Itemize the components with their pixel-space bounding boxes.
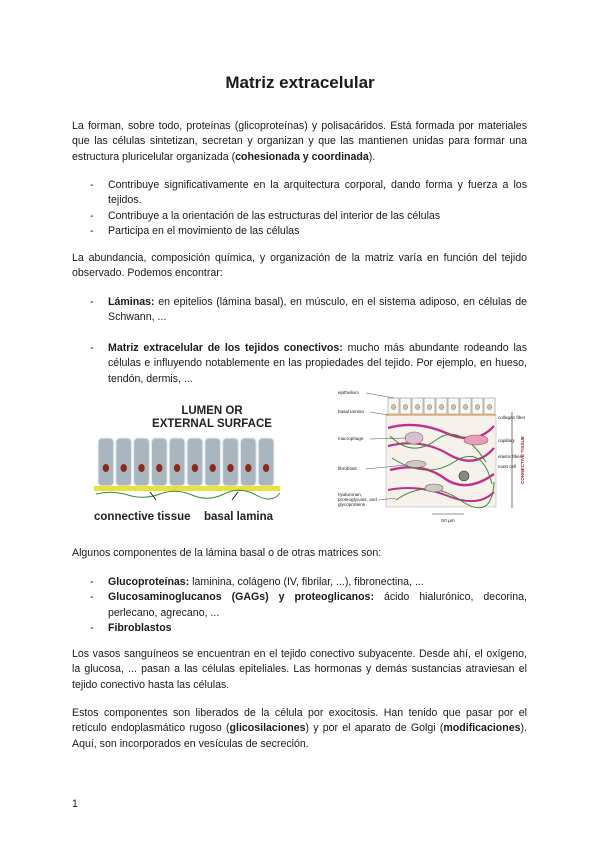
item-bold: Matriz extracelular de los tejidos conectivos: [108, 341, 343, 354]
page-number: 1 [72, 798, 78, 810]
epithelial-cell [134, 438, 150, 486]
basal-lamina-band [94, 486, 280, 491]
epithelial-cell [205, 438, 221, 486]
macrophage [405, 432, 423, 444]
cell-nucleus [263, 464, 269, 472]
pointer-line [232, 492, 238, 500]
item-text: laminina, colágeno (IV, fibrilar, ...), fibronectina, ... [189, 576, 424, 588]
abundance-paragraph: La abundancia, composición química, y organización de la matriz varía en función del tejido observado. Podemos encontrar: [72, 252, 527, 280]
intro-text-end: ). [368, 150, 376, 163]
fibroblast [406, 461, 426, 468]
cell-nucleus [138, 464, 144, 472]
item-text: en epitelios (lámina basal), en músculo, en el sistema adiposo, en células de Schwann, ... [108, 296, 527, 324]
secretion-text: ). Aquí, son incorporados en vesículas de secreción. [72, 722, 527, 750]
label-fibroblast: fibroblast [338, 466, 357, 471]
cell-nucleus [210, 464, 216, 472]
list-item [72, 295, 527, 326]
epithelial-cell [98, 438, 114, 486]
intro-paragraph [72, 119, 527, 165]
connective-fiber [96, 490, 280, 499]
label-basal-lamina: basal lamina [338, 409, 364, 414]
types-list [72, 295, 527, 387]
label-macrophage: macrophage [338, 436, 364, 441]
list-item [72, 341, 527, 387]
vessels-paragraph: Los vasos sanguíneos se encuentran en el tejido conectivo subyacente. Desde ahí, el oxígeno, la glucosa, ... pasan a las células epiteliales. Las hormonas y demás sustancias atraviesan el tejido conectivo hasta las células. [72, 648, 527, 691]
cell-nucleus [427, 404, 431, 409]
label-connective-tissue: connective tissue [94, 511, 191, 523]
epithelial-cell [240, 438, 256, 486]
list-item [72, 621, 527, 636]
list-item [72, 590, 527, 621]
epithelial-cell [151, 438, 167, 486]
connective-tissue-diagram [336, 388, 532, 525]
figure-top-label-1: LUMEN OR [181, 405, 243, 417]
epithelial-cell [169, 438, 185, 486]
cell-nucleus [227, 464, 233, 472]
item-bold: Láminas: [108, 296, 155, 308]
cell-nucleus [174, 464, 180, 472]
list-item: - Participa en el movimiento de las células [72, 224, 527, 239]
cell-nucleus [439, 404, 443, 409]
left-labels [338, 390, 377, 507]
epithelial-cells [98, 438, 274, 486]
label-glycoproteins: glycoproteins [338, 502, 366, 507]
label-capillary: capillary [498, 438, 515, 443]
epithelium-cells [388, 398, 495, 414]
epithelial-cell [258, 438, 274, 486]
epithelium-figure [92, 396, 282, 526]
list-item: - Contribuye significativamente en la arquitectura corporal, dando forma y fuerza a los tejidos. [72, 178, 527, 209]
secretion-bold: modificaciones [443, 722, 521, 735]
item-bold: Fibroblastos [108, 622, 172, 635]
label-elastic-fiber: elastic fiber [498, 454, 522, 459]
page-title: Matriz extracelular [225, 73, 375, 92]
epithelium-diagram [92, 396, 282, 526]
cell-nucleus [463, 404, 467, 409]
intro-bold: cohesionada y coordinada [235, 150, 369, 163]
connective-tissue-figure [336, 388, 532, 525]
side-label-connective-tissue: CONNECTIVE TISSUE [520, 436, 525, 484]
capillary [464, 435, 488, 445]
fibroblast [425, 484, 443, 492]
cell-nucleus [156, 464, 162, 472]
secretion-text: ) y por el aparato de Golgi ( [305, 722, 444, 735]
list-item [72, 575, 527, 590]
cell-nucleus [403, 404, 407, 409]
cell-nucleus [475, 404, 479, 409]
components-list [72, 575, 527, 637]
cell-nucleus [103, 464, 109, 472]
cell-nucleus [451, 404, 455, 409]
secretion-text: Estos componentes son liberados de la célula por exocitosis. Han tenido que pasar por el retículo endoplasmático rugoso ( [72, 707, 527, 735]
label-hyaluronan: hyaluronan, [338, 492, 363, 497]
cell-nucleus [192, 464, 198, 472]
scale-label: 50 μm [441, 519, 455, 524]
label-proteoglycans: proteoglycans, and [338, 497, 377, 502]
epithelial-cell [116, 438, 132, 486]
secretion-bold: glicosilaciones [229, 722, 306, 735]
cell-nucleus [415, 404, 419, 409]
secretion-paragraph [72, 706, 527, 752]
epithelial-cell [187, 438, 203, 486]
epithelial-cell [223, 438, 239, 486]
item-bold: Glucoproteínas: [108, 576, 190, 588]
cell-nucleus [121, 464, 127, 472]
cell-nucleus [391, 404, 395, 409]
cell-nucleus [245, 464, 251, 472]
label-epithelium: epithelium [338, 390, 359, 395]
mast-cell [459, 471, 469, 481]
label-basal-lamina: basal lamina [204, 511, 274, 523]
label-mast-cell: mast cell [498, 464, 517, 469]
item-bold: Glucosaminoglucanos (GAGs) y proteoglicanos: [108, 591, 374, 604]
figure-top-label-2: EXTERNAL SURFACE [152, 418, 272, 430]
intro-text: La forman, sobre todo, proteínas (glicoproteínas) y polisacáridos. Está formada por materiales que las células sintetizan, secretan y organizan y que las mantienen unidas para formar una estructura pluricelular organizada ( [72, 120, 527, 163]
list-item: - Contribuye a la orientación de las estructuras del interior de las células [72, 209, 527, 224]
item-text: mucho más abundante rodeando las células e influyendo notablemente en las propiedades del tejido. Por ejemplo, en hueso, tendón, dermis, ... [108, 341, 527, 385]
item-text: ácido hialurónico, decorina, perlecano, agrecano, ... [108, 591, 527, 619]
label-collagen-fiber: collagen fiber [498, 415, 526, 420]
components-intro: Algunos componentes de la lámina basal o de otras matrices son: [72, 547, 382, 559]
cell-nucleus [487, 404, 491, 409]
functions-list [72, 178, 527, 240]
